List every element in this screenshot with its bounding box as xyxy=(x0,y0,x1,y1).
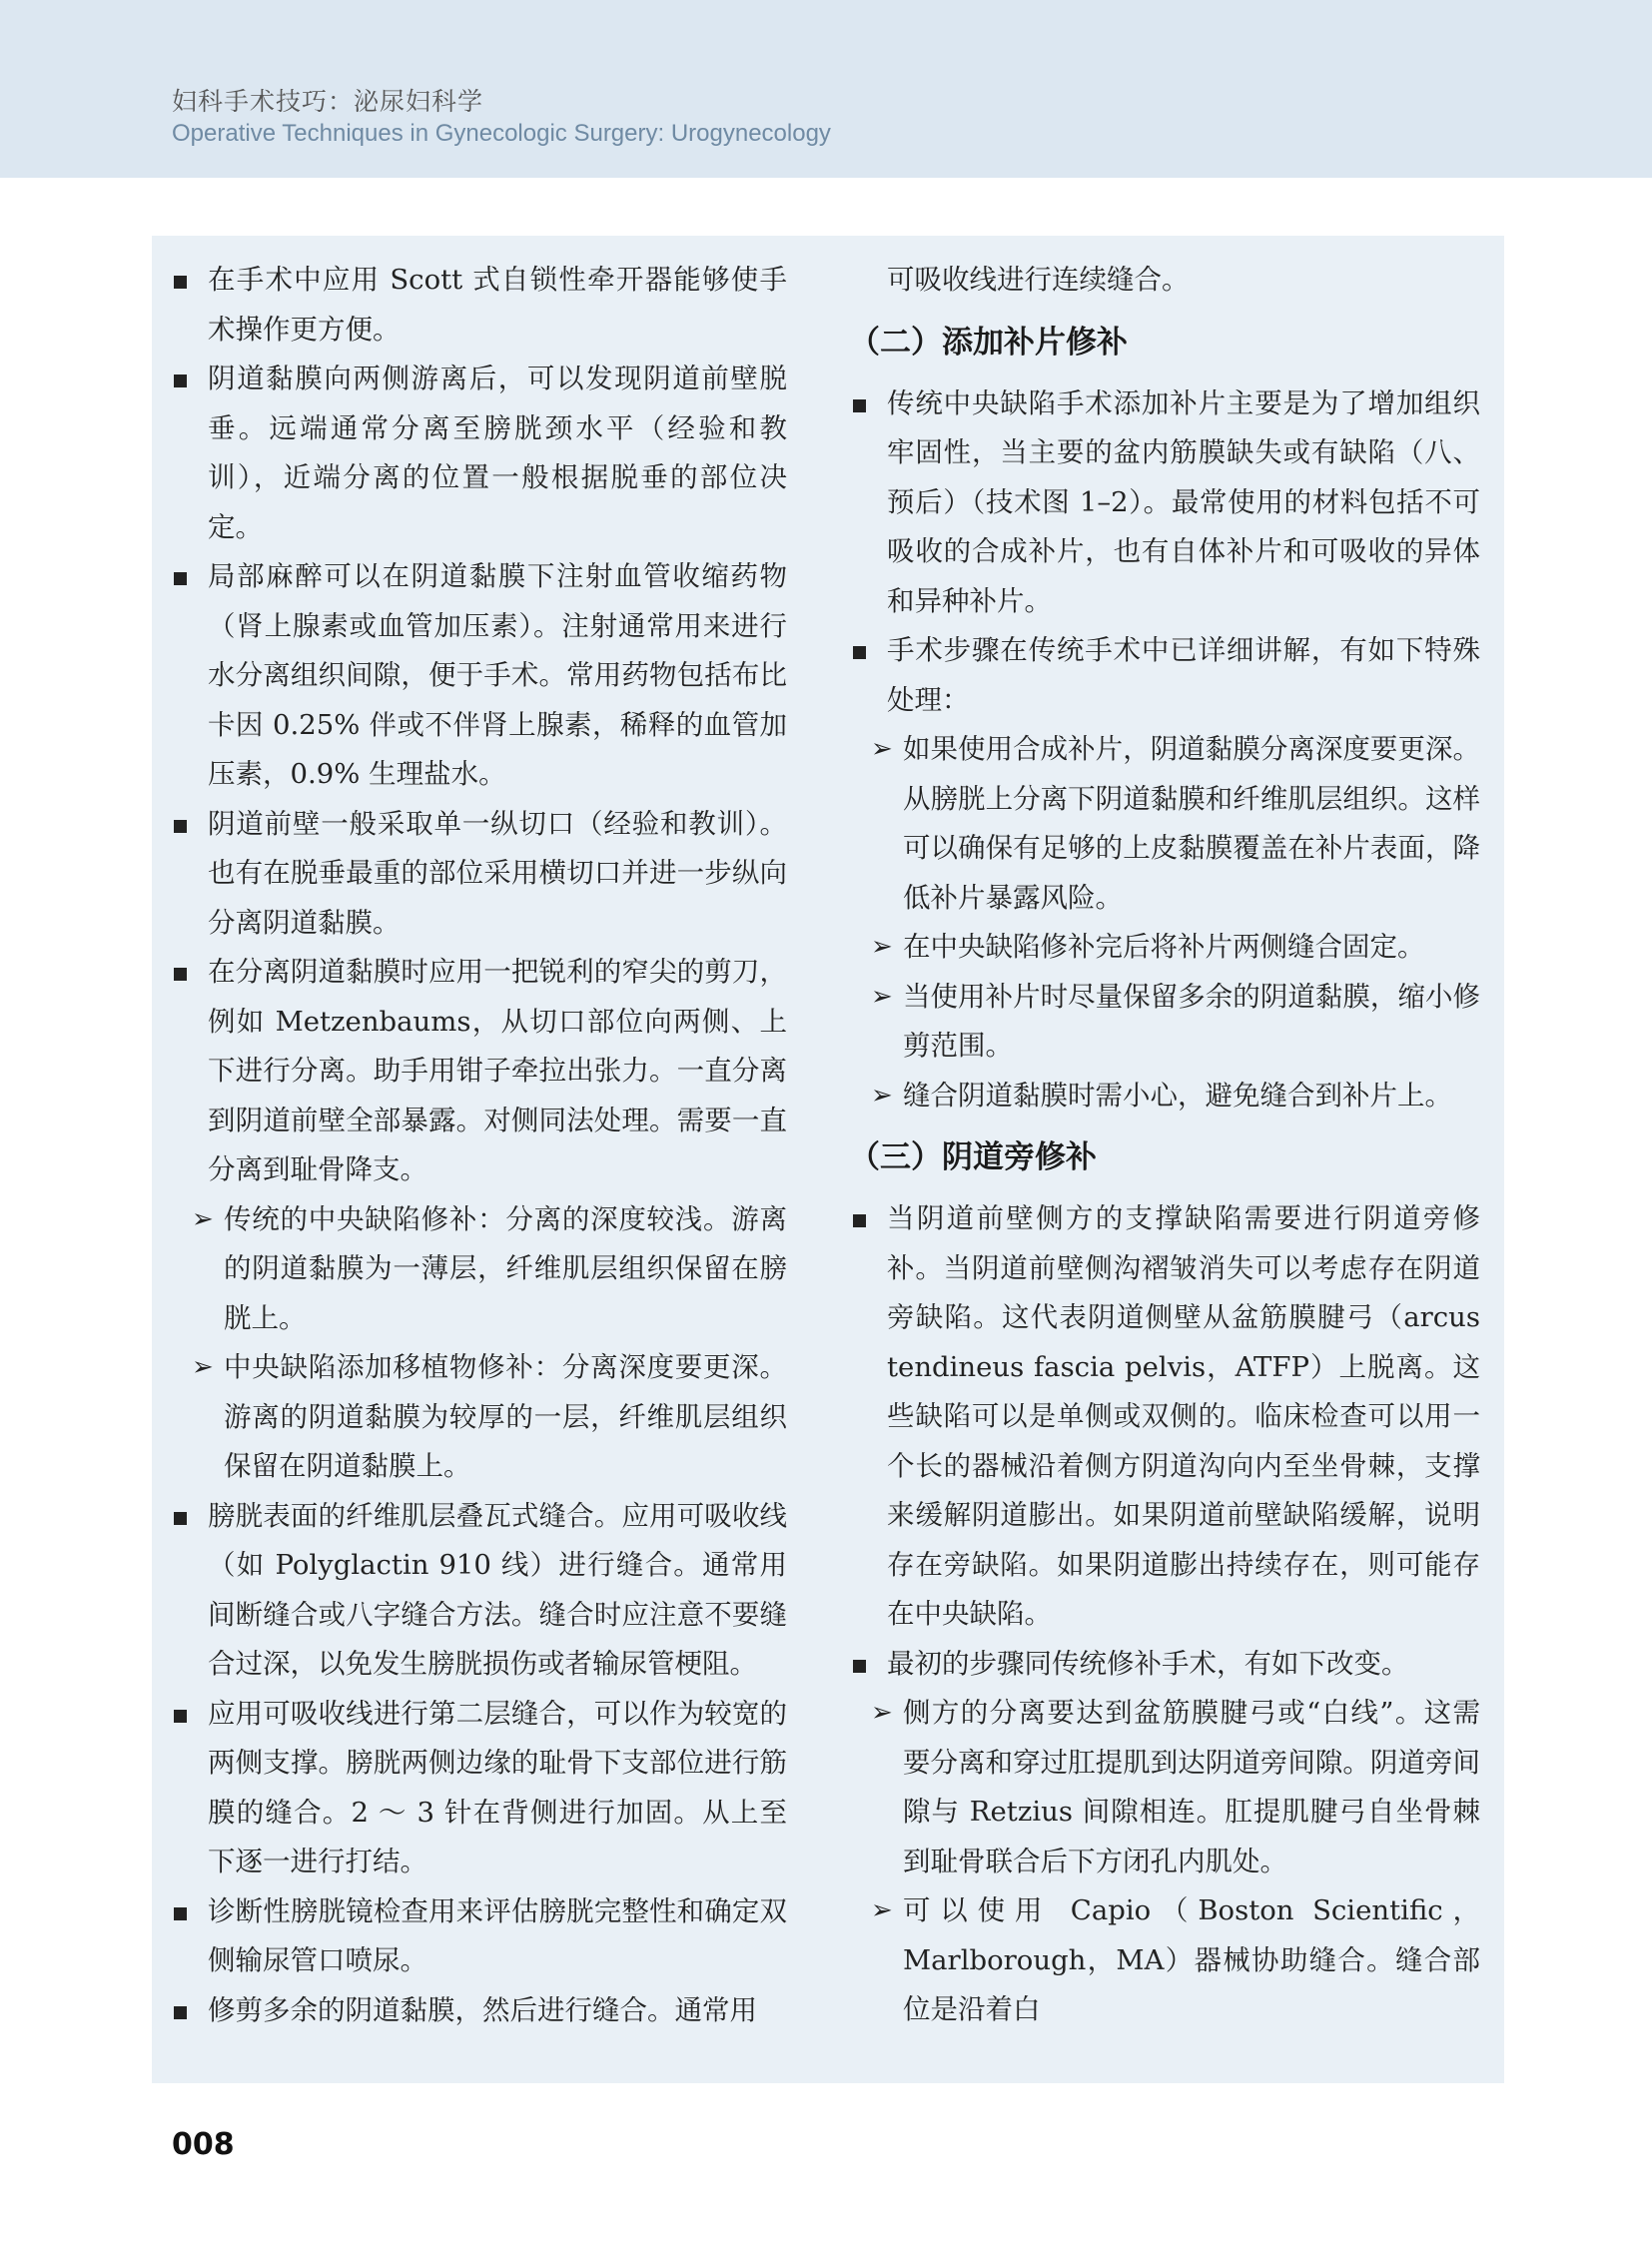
list-item: 阴道前壁一般采取单一纵切口（经验和教训）。也有在脱垂最重的部位采用横切口并进一步纵向分离阴道黏膜。 xyxy=(170,800,787,949)
list-item: 应用可吸收线进行第二层缝合，可以作为较宽的两侧支撑。膀胱两侧边缘的耻骨下支部位进行筋膜的缝合。2 ～ 3 针在背侧进行加固。从上至下逐一进行打结。 xyxy=(170,1690,787,1887)
arrow-bullet-icon: ➢ xyxy=(192,1352,214,1382)
sub-list-item: ➢ 在中央缺陷修补完后将补片两侧缝合固定。 xyxy=(849,923,1480,973)
page-number: 008 xyxy=(172,2127,235,2162)
square-bullet-icon xyxy=(853,1660,866,1673)
arrow-bullet-icon: ➢ xyxy=(871,1080,893,1111)
page-header xyxy=(0,0,1652,178)
list-item: 在分离阴道黏膜时应用一把锐利的窄尖的剪刀，例如 Metzenbaums，从切口部位向两侧、上下进行分离。助手用钳子牵拉出张力。一直分离到阴道前壁全部暴露。对侧同法处理。需要一直分离到耻骨降支。 xyxy=(170,948,787,1195)
list-item: 最初的步骤同传统修补手术，有如下改变。 xyxy=(849,1640,1480,1690)
square-bullet-icon xyxy=(174,374,187,387)
arrow-bullet-icon: ➢ xyxy=(192,1203,214,1234)
square-bullet-icon xyxy=(174,572,187,585)
square-bullet-icon xyxy=(174,276,187,289)
left-column xyxy=(170,256,787,2035)
square-bullet-icon xyxy=(174,2006,187,2019)
arrow-bullet-icon: ➢ xyxy=(871,1698,893,1728)
arrow-bullet-icon: ➢ xyxy=(871,1895,893,1925)
list-item: 膀胱表面的纤维肌层叠瓦式缝合。应用可吸收线（如 Polyglactin 910 线）进行缝合。通常用间断缝合或八字缝合方法。缝合时应注意不要缝合过深，以免发生膀胱损伤或者输尿管梗阻。 xyxy=(170,1492,787,1690)
arrow-bullet-icon: ➢ xyxy=(871,932,893,962)
square-bullet-icon xyxy=(853,646,866,659)
square-bullet-icon xyxy=(174,1710,187,1723)
list-item: 当阴道前壁侧方的支撑缺陷需要进行阴道旁修补。当阴道前壁侧沟褶皱消失可以考虑存在阴道旁缺陷。这代表阴道侧壁从盆筋膜腱弓（arcus tendineus fascia pelvis，ATFP）上脱离。这些缺陷可以是单侧或双侧的。临床检查可以用一个长的器械沿着侧方阴道沟向内至坐骨棘，支撑来缓解阴道膨出。如果阴道前壁缺陷缓解，说明存在旁缺陷。如果阴道膨出持续存在，则可能存在中央缺陷。 xyxy=(849,1194,1480,1640)
square-bullet-icon xyxy=(174,968,187,981)
square-bullet-icon xyxy=(174,1512,187,1525)
section-heading-mesh: （二）添加补片修补 xyxy=(849,324,1128,361)
sub-list-item: ➢ 侧方的分离要达到盆筋膜腱弓或“白线”。这需要分离和穿过肛提肌到达阴道旁间隙。阴道旁间隙与 Retzius 间隙相连。肛提肌腱弓自坐骨棘到耻骨联合后下方闭孔内肌处。 xyxy=(849,1689,1480,1886)
square-bullet-icon xyxy=(174,1907,187,1920)
arrow-bullet-icon: ➢ xyxy=(871,981,893,1012)
list-item: 修剪多余的阴道黏膜，然后进行缝合。通常用 xyxy=(170,1986,787,2036)
sub-list-item: ➢ 传统的中央缺陷修补：分离的深度较浅。游离的阴道黏膜为一薄层，纤维肌层组织保留在膀胱上。 xyxy=(170,1195,787,1344)
sub-list-item: ➢ 缝合阴道黏膜时需小心，避免缝合到补片上。 xyxy=(849,1072,1480,1121)
arrow-bullet-icon: ➢ xyxy=(871,734,893,764)
right-column xyxy=(849,256,1480,2035)
list-item: 手术步骤在传统手术中已详细讲解，有如下特殊处理： xyxy=(849,626,1480,725)
list-item: 在手术中应用 Scott 式自锁性牵开器能够使手术操作更方便。 xyxy=(170,256,787,355)
list-item: 局部麻醉可以在阴道黏膜下注射血管收缩药物（肾上腺素或血管加压素）。注射通常用来进行水分离组织间隙，便于手术。常用药物包括布比卡因 0.25% 伴或不伴肾上腺素，稀释的血管加压素，0.9% 生理盐水。 xyxy=(170,552,787,800)
sub-list-item: ➢ 可以使用 Capio（Boston Scientific，Marlborough，MA）器械协助缝合。缝合部位是沿着白 xyxy=(849,1886,1480,2035)
continuation-text: 可吸收线进行连续缝合。 xyxy=(887,264,1190,296)
square-bullet-icon xyxy=(174,820,187,833)
sub-list-item: ➢ 如果使用合成补片，阴道黏膜分离深度要更深。从膀胱上分离下阴道黏膜和纤维肌层组织。这样可以确保有足够的上皮黏膜覆盖在补片表面，降低补片暴露风险。 xyxy=(849,725,1480,923)
list-item: 诊断性膀胱镜检查用来评估膀胱完整性和确定双侧输尿管口喷尿。 xyxy=(170,1887,787,1986)
list-item: 阴道黏膜向两侧游离后，可以发现阴道前壁脱垂。远端通常分离至膀胱颈水平（经验和教训），近端分离的位置一般根据脱垂的部位决定。 xyxy=(170,355,787,552)
square-bullet-icon xyxy=(853,1214,866,1227)
header-title-cn: 妇科手术技巧：泌尿妇科学 xyxy=(172,87,484,116)
list-item: 传统中央缺陷手术添加补片主要是为了增加组织牢固性，当主要的盆内筋膜缺失或有缺陷（八、预后）（技术图 1–2）。最常使用的材料包括不可吸收的合成补片，也有自体补片和可吸收的异体和异种补片。 xyxy=(849,379,1480,627)
square-bullet-icon xyxy=(853,399,866,412)
sub-list-item: ➢ 中央缺陷添加移植物修补：分离深度要更深。游离的阴道黏膜为较厚的一层，纤维肌层组织保留在阴道黏膜上。 xyxy=(170,1343,787,1492)
header-title-en: Operative Techniques in Gynecologic Surgery: Urogynecology xyxy=(172,120,831,147)
section-heading-paravaginal: （三）阴道旁修补 xyxy=(849,1139,1097,1175)
sub-list-item: ➢ 当使用补片时尽量保留多余的阴道黏膜，缩小修剪范围。 xyxy=(849,973,1480,1072)
